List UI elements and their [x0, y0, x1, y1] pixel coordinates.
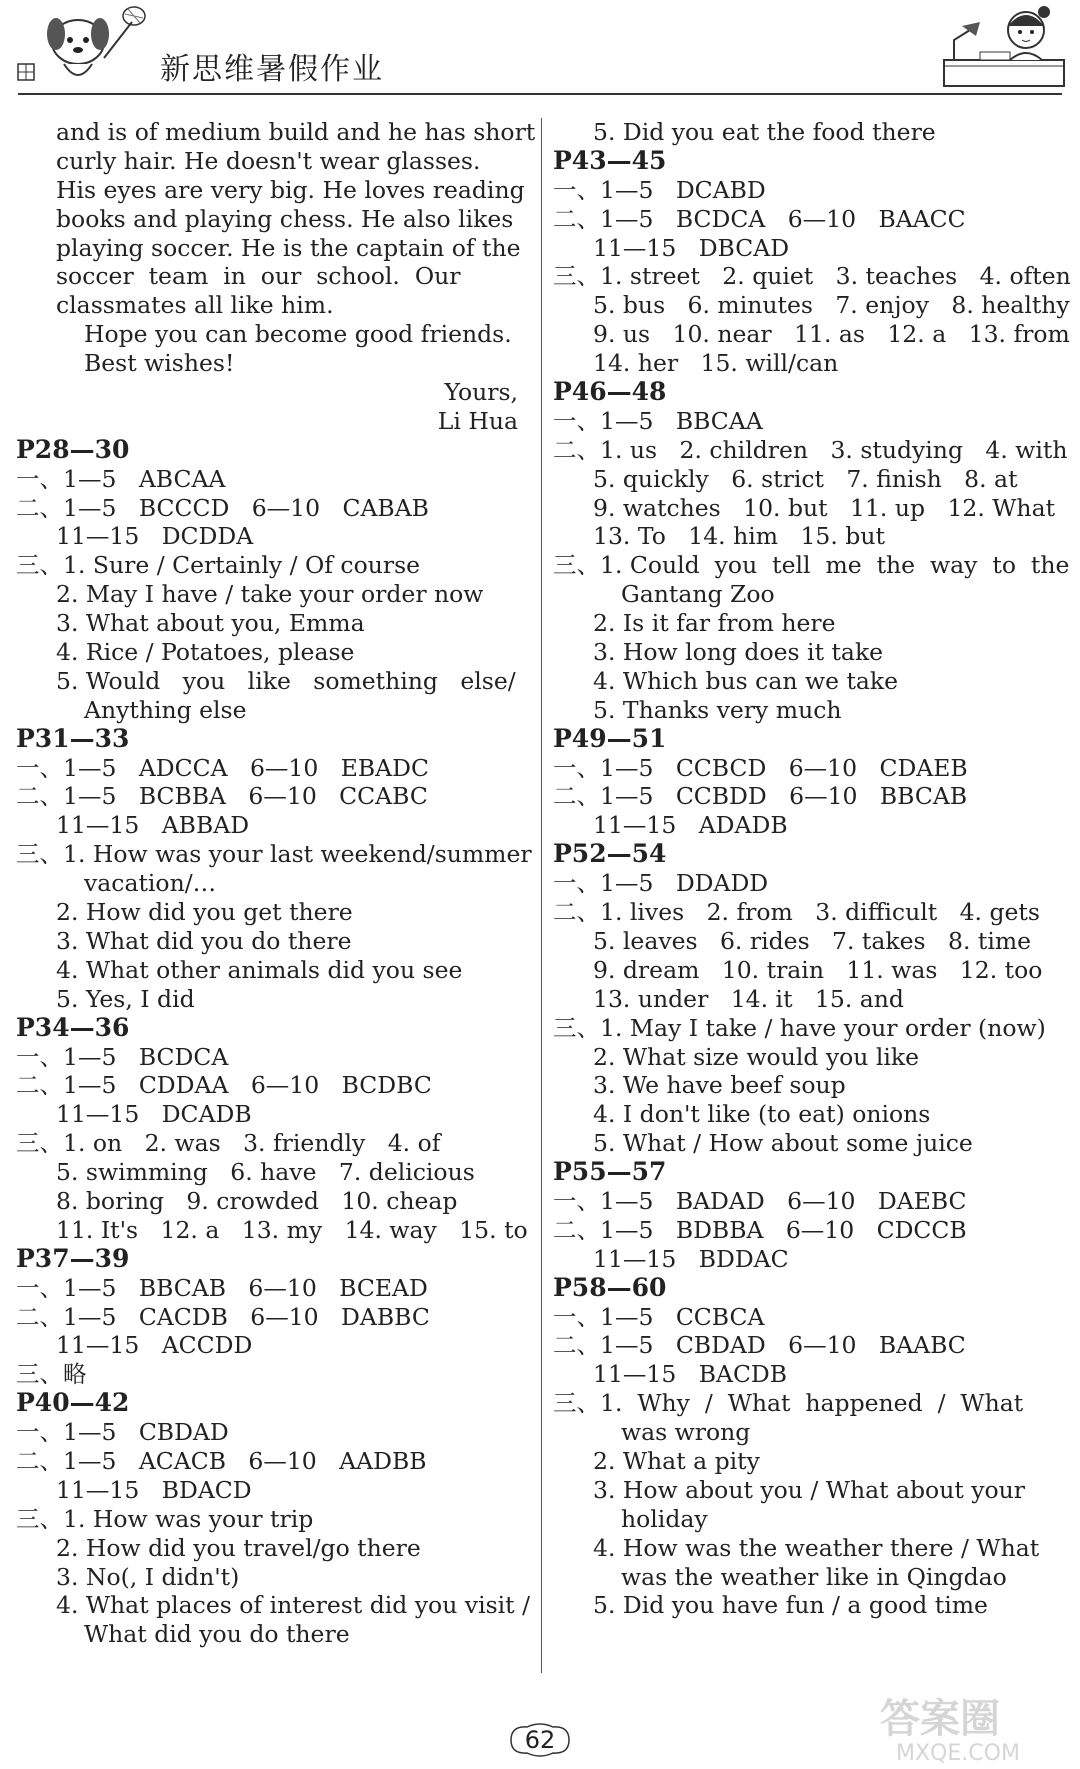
answer-line: 二、1—5 CCBDD 6—10 BBCAB — [553, 782, 968, 811]
right-answer-column — [553, 118, 1071, 1620]
answer-line: 5. Yes, I did — [56, 984, 195, 1013]
answer-line: 一、1—5 CCBCD 6—10 CDAEB — [553, 753, 968, 782]
answer-line: 三、1. Why / What happened / What — [553, 1389, 1024, 1418]
answer-line: Hope you can become good friends. — [84, 320, 512, 349]
answer-line: 5. What / How about some juice — [593, 1129, 973, 1158]
girl-at-desk-icon — [940, 0, 1070, 92]
answer-line: 11—15 DCDDA — [56, 522, 254, 551]
answer-line: 5. bus 6. minutes 7. enjoy 8. healthy — [593, 291, 1070, 320]
answer-line: 8. boring 9. crowded 10. cheap — [56, 1186, 458, 1215]
section-heading: P34—36 — [16, 1012, 130, 1042]
answer-line: 14. her 15. will/can — [593, 349, 839, 378]
answer-line: 11—15 DBCAD — [593, 233, 790, 262]
answer-line: 2. What size would you like — [593, 1042, 920, 1071]
answer-line: 一、1—5 BADAD 6—10 DAEBC — [553, 1186, 967, 1215]
section-heading: P37—39 — [16, 1243, 130, 1273]
answer-line: books and playing chess. He also likes — [56, 204, 514, 233]
answer-line: 11—15 BDDAC — [593, 1244, 789, 1273]
svg-text:MXQE.COM: MXQE.COM — [896, 1741, 1020, 1766]
answer-line: 5. Did you have fun / a good time — [593, 1591, 988, 1620]
answer-line: 一、1—5 ADCCA 6—10 EBADC — [16, 753, 429, 782]
answer-line: 11—15 ADADB — [593, 811, 788, 840]
answer-line: 4. Rice / Potatoes, please — [56, 638, 355, 667]
answer-line: 一、1—5 BBCAB 6—10 BCEAD — [16, 1273, 428, 1302]
answer-line: was wrong — [621, 1418, 751, 1447]
answer-line: 11—15 ACCDD — [56, 1331, 253, 1360]
answer-line: classmates all like him. — [56, 291, 334, 320]
answer-line: 3. No(, I didn't) — [56, 1562, 240, 1591]
answer-line: 二、1—5 CDDAA 6—10 BCDBC — [16, 1071, 432, 1100]
answer-line: 3. We have beef soup — [593, 1071, 846, 1100]
answer-line: 3. How about you / What about your — [593, 1475, 1026, 1504]
header-rule — [18, 93, 1062, 95]
answer-line: Yours, — [444, 378, 518, 407]
answer-line: 11—15 BACDB — [593, 1360, 788, 1389]
answer-line: 11—15 BDACD — [56, 1475, 252, 1504]
header-title: 新思维暑假作业 — [160, 52, 384, 87]
section-heading: P49—51 — [553, 723, 667, 753]
answer-line: 三、1. How was your last weekend/summer — [16, 840, 532, 869]
answer-line: 二、1. lives 2. from 3. difficult 4. gets — [553, 898, 1040, 927]
answer-line: 三、1. street 2. quiet 3. teaches 4. often — [553, 262, 1071, 291]
page-header — [0, 0, 1080, 98]
answer-line: 一、1—5 CBDAD — [16, 1418, 229, 1447]
answer-line: 2. How did you get there — [56, 898, 353, 927]
page-number-badge — [505, 1722, 575, 1758]
answer-line: 二、1—5 BCDCA 6—10 BAACC — [553, 204, 966, 233]
answer-line: 3. What about you, Emma — [56, 609, 365, 638]
answer-line: 二、1—5 CACDB 6—10 DABBC — [16, 1302, 430, 1331]
answer-line: 三、1. on 2. was 3. friendly 4. of — [16, 1129, 441, 1158]
answer-line: 三、1. Could you tell me the way to the — [553, 551, 1070, 580]
answer-line: 5. quickly 6. strict 7. finish 8. at — [593, 464, 1018, 493]
answer-line: 5. leaves 6. rides 7. takes 8. time — [593, 926, 1032, 955]
answer-line: curly hair. He doesn't wear glasses. — [56, 146, 481, 175]
section-heading: P52—54 — [553, 839, 667, 869]
answer-line: 二、1—5 BCCCD 6—10 CABAB — [16, 493, 429, 522]
answer-line: 11—15 ABBAD — [56, 811, 250, 840]
answer-line: soccer team in our school. Our — [56, 262, 461, 291]
answer-line: 三、1. How was your trip — [16, 1504, 314, 1533]
answer-line: 一、1—5 CCBCA — [553, 1302, 765, 1331]
answer-line: 一、1—5 DCABD — [553, 175, 766, 204]
answer-line: 9. dream 10. train 11. was 12. too — [593, 955, 1043, 984]
answer-line: was the weather like in Qingdao — [621, 1562, 1007, 1591]
section-heading: P28—30 — [16, 434, 130, 464]
answer-line: 3. How long does it take — [593, 638, 884, 667]
left-answer-column — [16, 118, 536, 1649]
answer-line: 一、1—5 BBCAA — [553, 406, 763, 435]
answer-line: 4. Which bus can we take — [593, 666, 899, 695]
answer-line: 2. May I have / take your order now — [56, 580, 484, 609]
section-heading: P55—57 — [553, 1157, 667, 1187]
answer-line: 三、略 — [16, 1360, 87, 1389]
answer-line: 2. Is it far from here — [593, 609, 836, 638]
section-heading: P43—45 — [553, 145, 667, 175]
column-divider — [541, 118, 542, 1673]
page-number: 62 — [524, 1726, 556, 1754]
answer-line: 三、1. May I take / have your order (now) — [553, 1013, 1046, 1042]
svg-text:答案圈: 答案圈 — [880, 1696, 1000, 1742]
answer-line: Best wishes! — [84, 349, 235, 378]
answer-line: holiday — [621, 1504, 708, 1533]
answer-line: 4. What places of interest did you visit / — [56, 1591, 531, 1620]
answer-line: 5. Would you like something else/ — [56, 666, 516, 695]
watermark-logo — [870, 1688, 1070, 1766]
answer-line: 11. It's 12. a 13. my 14. way 15. to — [56, 1215, 528, 1244]
answer-line: 5. Thanks very much — [593, 695, 842, 724]
answer-line: 二、1—5 BCBBA 6—10 CCABC — [16, 782, 428, 811]
answer-line: 二、1—5 CBDAD 6—10 BAABC — [553, 1331, 966, 1360]
dog-with-net-icon — [8, 2, 148, 92]
answer-line: vacation/… — [84, 869, 217, 898]
answer-line: and is of medium build and he has short — [56, 118, 536, 146]
answer-line: 4. What other animals did you see — [56, 955, 463, 984]
answer-line: playing soccer. He is the captain of the — [56, 233, 521, 262]
answer-line: 一、1—5 ABCAA — [16, 464, 226, 493]
section-heading: P46—48 — [553, 377, 667, 407]
section-heading: P31—33 — [16, 723, 130, 753]
answer-line: What did you do there — [84, 1620, 350, 1649]
answer-line: 三、1. Sure / Certainly / Of course — [16, 551, 421, 580]
answer-line: Anything else — [84, 695, 247, 724]
answer-line: 2. What a pity — [593, 1446, 760, 1475]
section-heading: P58—60 — [553, 1272, 667, 1302]
answer-line: 5. swimming 6. have 7. delicious — [56, 1158, 475, 1187]
answer-line: 4. How was the weather there / What — [593, 1533, 1040, 1562]
answer-line: Gantang Zoo — [621, 580, 775, 609]
answer-line: 4. I don't like (to eat) onions — [593, 1100, 931, 1129]
answer-line: 2. How did you travel/go there — [56, 1533, 421, 1562]
answer-line: 13. under 14. it 15. and — [593, 984, 904, 1013]
answer-line: 3. What did you do there — [56, 926, 352, 955]
answer-line: 13. To 14. him 15. but — [593, 522, 885, 551]
answer-line: 二、1—5 ACACB 6—10 AADBB — [16, 1446, 427, 1475]
answer-line: 一、1—5 DDADD — [553, 869, 769, 898]
answer-line: 一、1—5 BCDCA — [16, 1042, 229, 1071]
answer-line: 二、1. us 2. children 3. studying 4. with — [553, 435, 1068, 464]
section-heading: P40—42 — [16, 1388, 130, 1418]
answer-line: His eyes are very big. He loves reading — [56, 175, 525, 204]
answer-line: 9. watches 10. but 11. up 12. What — [593, 493, 1056, 522]
answer-line: 5. Did you eat the food there — [593, 118, 936, 146]
answer-line: 11—15 DCADB — [56, 1100, 252, 1129]
answer-line: Li Hua — [437, 406, 518, 435]
answer-line: 二、1—5 BDBBA 6—10 CDCCB — [553, 1215, 967, 1244]
answer-line: 9. us 10. near 11. as 12. a 13. from — [593, 320, 1070, 349]
